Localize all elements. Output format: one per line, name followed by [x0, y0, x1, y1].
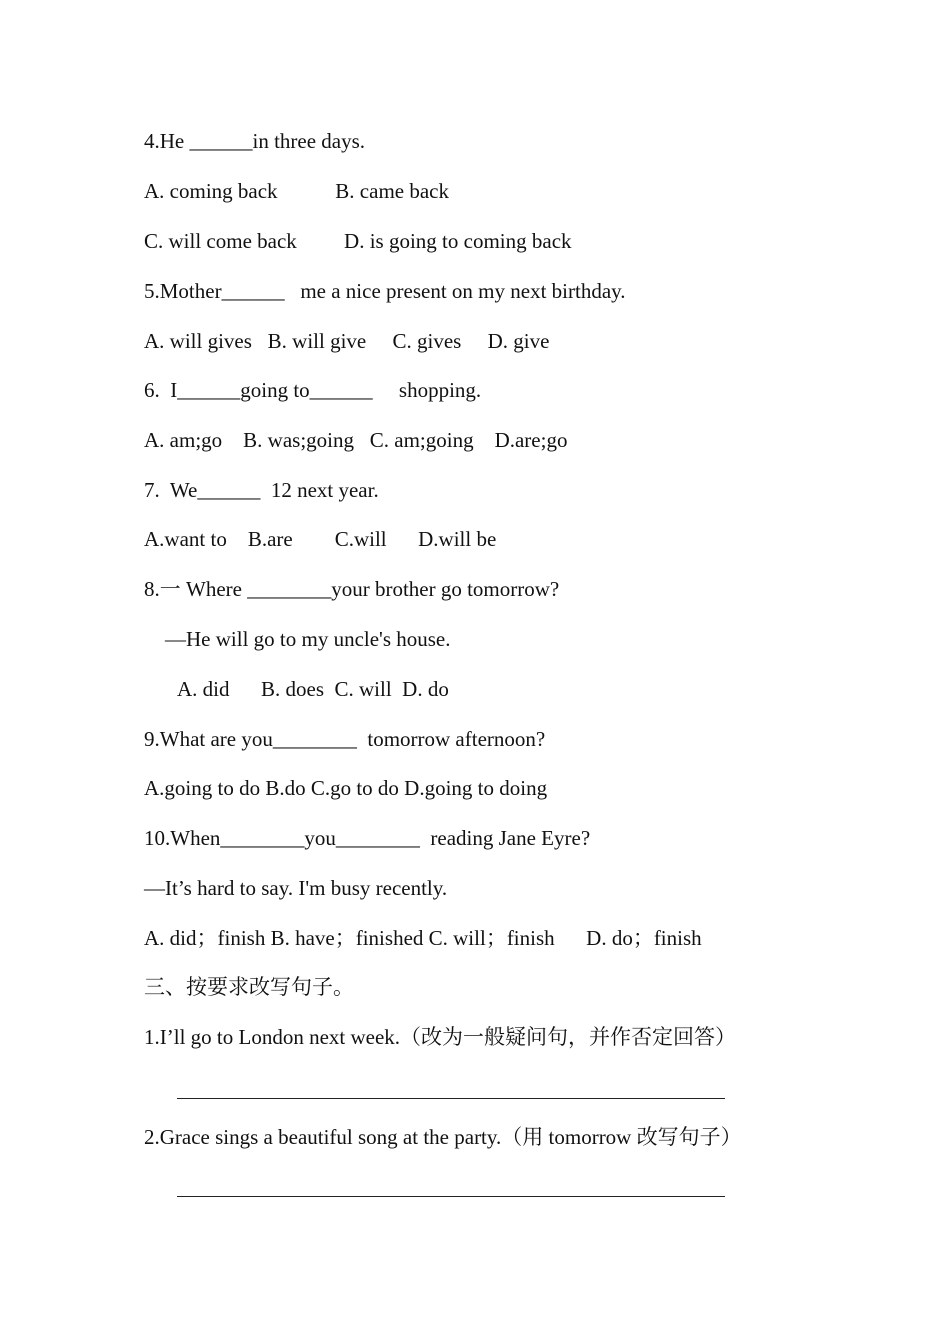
- question-8-answer: —He will go to my uncle's house.: [165, 627, 451, 651]
- question-9-options: A.going to do B.do C.go to do D.going to doing: [144, 776, 548, 800]
- question-4-options-ab: A. coming back B. came back: [144, 179, 449, 203]
- question-6: 6. I______going to______ shopping.: [144, 378, 482, 402]
- question-7: 7. We______ 12 next year.: [144, 478, 379, 502]
- answer-blank-2: [177, 1196, 725, 1197]
- question-6-options: A. am;go B. was;going C. am;going D.are;go: [144, 428, 568, 452]
- question-7-options: A.want to B.are C.will D.will be: [144, 527, 497, 551]
- question-10-answer: —It’s hard to say. I'm busy recently.: [144, 876, 448, 900]
- question-8-options: A. did B. does C. will D. do: [177, 677, 449, 701]
- answer-blank-1: [177, 1098, 725, 1099]
- question-9: 9.What are you________ tomorrow afternoon?: [144, 727, 546, 751]
- question-10: 10.When________you________ reading Jane Eyre?: [144, 826, 591, 850]
- question-5: 5.Mother______ me a nice present on my next birthday.: [144, 279, 626, 303]
- question-4-options-cd: C. will come back D. is going to coming back: [144, 229, 572, 253]
- rewrite-question-2: 2.Grace sings a beautiful song at the party.（用 tomorrow 改写句子）: [144, 1125, 742, 1149]
- question-10-options: A. did；finish B. have；finished C. will；finish D. do；finish: [144, 926, 702, 950]
- question-5-options: A. will gives B. will give C. gives D. give: [144, 329, 550, 353]
- section-3-heading: 三、按要求改写句子。: [144, 975, 354, 999]
- question-4: 4.He ______in three days.: [144, 129, 366, 153]
- rewrite-question-1: 1.I’ll go to London next week.（改为一般疑问句，并作否定回答）: [144, 1025, 737, 1049]
- question-8: 8.一 Where ________your brother go tomorrow?: [144, 577, 560, 601]
